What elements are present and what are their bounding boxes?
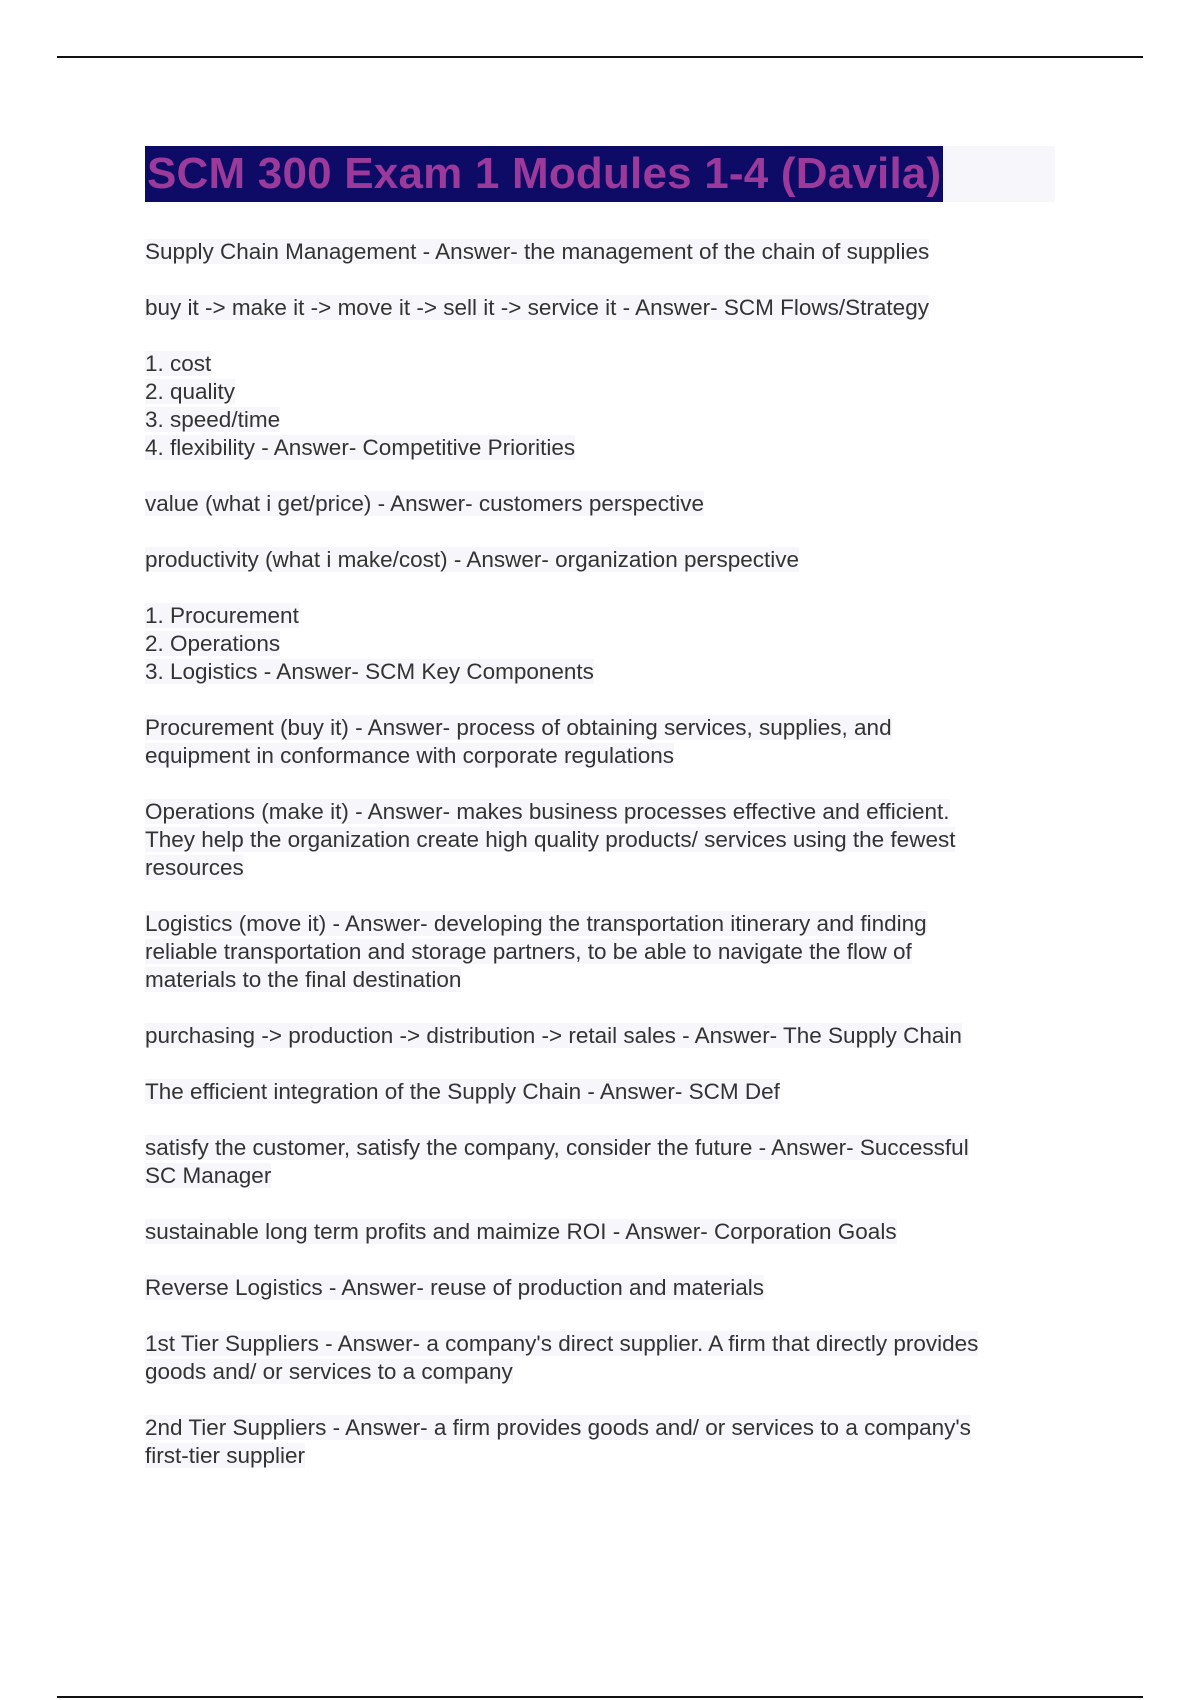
qa-item [145,1274,1055,1302]
qa-line [145,1218,1055,1246]
qa-line-text: resources [145,855,244,880]
qa-item [145,1078,1055,1106]
qa-line [145,1022,1055,1050]
qa-line [145,1274,1055,1302]
qa-line [145,238,1055,266]
qa-item [145,1414,1055,1470]
document-body [145,146,1055,1498]
qa-line [145,602,1055,630]
qa-line-text: Reverse Logistics - Answer- reuse of production and materials [145,1275,765,1300]
document-title: SCM 300 Exam 1 Modules 1-4 (Davila) [145,146,943,202]
qa-line [145,378,1055,406]
qa-line-text: reliable transportation and storage partners, to be able to navigate the flow of [145,939,912,964]
qa-item [145,546,1055,574]
qa-line-text: equipment in conformance with corporate regulations [145,743,675,768]
qa-line-text: 4. flexibility - Answer- Competitive Priorities [145,435,576,460]
qa-line-text: Operations (make it) - Answer- makes business processes effective and efficient. [145,799,950,824]
qa-line-text: Logistics (move it) - Answer- developing the transportation itinerary and finding [145,911,927,936]
qa-line-text: sustainable long term profits and maimize ROI - Answer- Corporation Goals [145,1219,897,1244]
qa-line-text: They help the organization create high quality products/ services using the fewest [145,827,956,852]
qa-line-text: Supply Chain Management - Answer- the management of the chain of supplies [145,239,930,264]
qa-line-text: 2. quality [145,379,236,404]
qa-line-text: buy it -> make it -> move it -> sell it -> service it - Answer- SCM Flows/Strategy [145,295,929,320]
qa-line-text: productivity (what i make/cost) - Answer- organization perspective [145,547,800,572]
qa-line [145,938,1055,966]
qa-line-text: 1st Tier Suppliers - Answer- a company's direct supplier. A firm that directly provides [145,1331,979,1356]
qa-line-text: 3. Logistics - Answer- SCM Key Components [145,659,594,684]
qa-line [145,490,1055,518]
qa-line [145,350,1055,378]
qa-item [145,910,1055,994]
qa-item [145,798,1055,882]
qa-line-text: first-tier supplier [145,1443,306,1468]
qa-line [145,1442,1055,1470]
bottom-rule [57,1696,1143,1698]
qa-line [145,630,1055,658]
qa-line-text: materials to the final destination [145,967,462,992]
qa-line-text: Procurement (buy it) - Answer- process of obtaining services, supplies, and [145,715,892,740]
qa-line [145,1162,1055,1190]
qa-item [145,1330,1055,1386]
qa-item [145,490,1055,518]
top-rule [57,56,1143,58]
qa-line-text: 1. Procurement [145,603,299,628]
qa-line-text: purchasing -> production -> distribution -> retail sales - Answer- The Supply Chain [145,1023,962,1048]
qa-line [145,1414,1055,1442]
qa-line-text: 1. cost [145,351,212,376]
qa-line [145,434,1055,462]
qa-item [145,1134,1055,1190]
qa-line [145,854,1055,882]
qa-line [145,798,1055,826]
qa-line [145,658,1055,686]
qa-line-text: goods and/ or services to a company [145,1359,513,1384]
qa-line [145,966,1055,994]
qa-item [145,602,1055,686]
qa-line-text: SC Manager [145,1163,272,1188]
qa-line [145,1330,1055,1358]
qa-item [145,1218,1055,1246]
qa-list [145,238,1055,1470]
qa-line-text: The efficient integration of the Supply Chain - Answer- SCM Def [145,1079,780,1104]
qa-item [145,294,1055,322]
qa-line [145,1134,1055,1162]
qa-line-text: 2. Operations [145,631,281,656]
qa-line [145,742,1055,770]
qa-item [145,350,1055,462]
title-bar [145,146,1055,202]
qa-line [145,546,1055,574]
qa-line [145,1078,1055,1106]
qa-line [145,714,1055,742]
qa-line [145,294,1055,322]
qa-line-text: 3. speed/time [145,407,281,432]
qa-line [145,826,1055,854]
qa-line-text: 2nd Tier Suppliers - Answer- a firm provides goods and/ or services to a company's [145,1415,971,1440]
qa-line [145,1358,1055,1386]
qa-line [145,406,1055,434]
qa-line-text: satisfy the customer, satisfy the company, consider the future - Answer- Successful [145,1135,969,1160]
qa-item [145,1022,1055,1050]
qa-line [145,910,1055,938]
qa-item [145,714,1055,770]
qa-item [145,238,1055,266]
qa-line-text: value (what i get/price) - Answer- customers perspective [145,491,704,516]
